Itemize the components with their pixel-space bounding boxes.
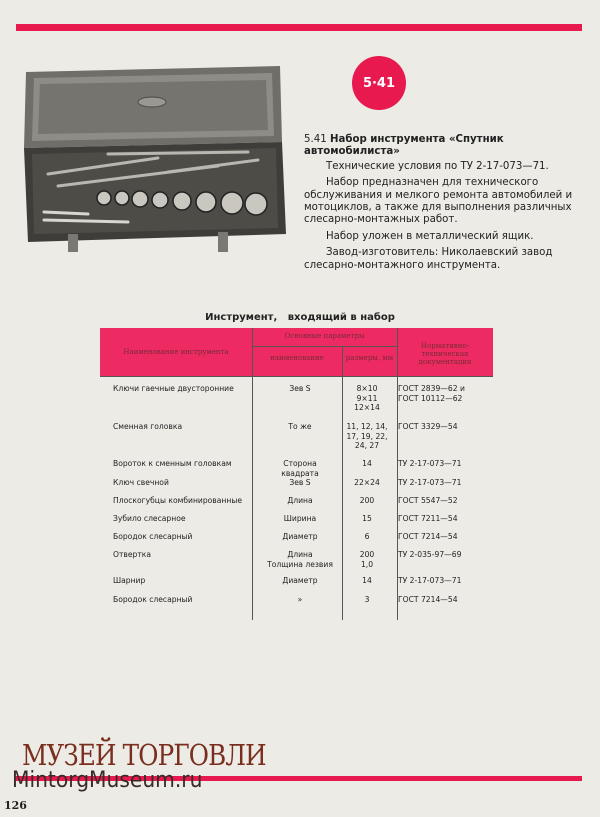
row-size: 11, 12, 14, 17, 19, 22, 24, 27: [346, 422, 388, 450]
header-param-size: размеры, мм: [345, 354, 394, 362]
product-description: [304, 134, 588, 276]
section-badge: 5·41: [352, 56, 406, 110]
table-title: Инструмент, входящий в набор: [205, 312, 395, 323]
row-name: Зубило слесарное: [113, 514, 186, 523]
row-size: 22×24: [354, 478, 380, 487]
row-standard: ГОСТ 5547—52: [398, 496, 458, 505]
row-param: То же: [288, 422, 312, 431]
row-name: Плоскогубцы комбинированные: [113, 496, 243, 505]
row-size: 6: [364, 532, 370, 541]
row-standard: ГОСТ 2839—62 и ГОСТ 10112—62: [398, 384, 465, 403]
toolbox-photo: [18, 62, 290, 262]
page-number: 126: [4, 799, 27, 812]
row-size: 15: [362, 514, 372, 523]
description-paragraph: Набор уложен в металлический ящик.: [326, 230, 534, 242]
row-standard: ТУ 2-17-073—71: [398, 478, 462, 487]
row-standard: ТУ 2-17-073—71: [398, 459, 462, 468]
header-params: Основные параметры: [284, 332, 365, 340]
description-paragraph: Технические условия по ТУ 2-17-073—71.: [326, 160, 549, 172]
row-param: Длина Толщина лезвия: [267, 550, 333, 569]
row-standard: ТУ 2-035-97—69: [398, 550, 462, 559]
row-name: Вороток к сменным головкам: [113, 459, 232, 468]
row-param: Диаметр: [282, 532, 318, 541]
row-size: 3: [364, 595, 370, 604]
row-param: Зев S: [289, 384, 311, 393]
watermark-title: МУЗЕЙ ТОРГОВЛИ: [22, 738, 266, 772]
row-size: 14: [362, 459, 372, 468]
row-size: 200 1,0: [359, 550, 375, 569]
product-number: 5.41: [304, 134, 327, 145]
row-param: Длина: [287, 496, 313, 505]
row-param: »: [297, 595, 303, 604]
row-param: Ширина: [283, 514, 317, 523]
product-title: Набор инструмента «Спутник автомобилиста»: [304, 134, 504, 158]
top-rule: [16, 24, 582, 31]
row-standard: ГОСТ 7214—54: [398, 532, 458, 541]
row-name: Бородок слесарный: [113, 532, 193, 541]
header-standard: Нормативно-техническая документация: [418, 342, 472, 366]
row-name: Отвертка: [113, 550, 152, 559]
row-standard: ГОСТ 3329—54: [398, 422, 458, 431]
row-name: Шарнир: [113, 576, 146, 585]
row-param: Зев S: [289, 478, 311, 487]
row-name: Бородок слесарный: [113, 595, 193, 604]
row-size: 200: [359, 496, 375, 505]
product-heading: [304, 134, 588, 159]
row-standard: ГОСТ 7214—54: [398, 595, 458, 604]
table-divider: [252, 346, 397, 347]
row-standard: ГОСТ 7211—54: [398, 514, 458, 523]
row-param: Сторона квадрата: [281, 459, 319, 478]
header-param-name: наименование: [270, 354, 324, 362]
row-standard: ТУ 2-17-073—71: [398, 576, 462, 585]
table-divider: [100, 376, 493, 377]
watermark-url: MintorgMuseum.ru: [12, 768, 203, 793]
row-size: 14: [362, 576, 372, 585]
row-name: Сменная головка: [113, 422, 183, 431]
row-name: Ключи гаечные двусторонние: [113, 384, 234, 393]
table-header: [100, 328, 493, 377]
row-param: Диаметр: [282, 576, 318, 585]
header-name: Наименование инструмента: [123, 348, 229, 356]
row-name: Ключ свечной: [113, 478, 169, 487]
row-size: 8×10 9×11 12×14: [354, 384, 380, 412]
description-paragraph: Набор предназначен для технического обслуживания и мелкого ремонта автомобилей и мотоциклов, а также для выполнения различных слесарно-монтажных работ.: [304, 177, 573, 226]
description-paragraph: Завод-изготовитель: Николаевский завод слесарно-монтажного инструмента.: [304, 247, 553, 271]
